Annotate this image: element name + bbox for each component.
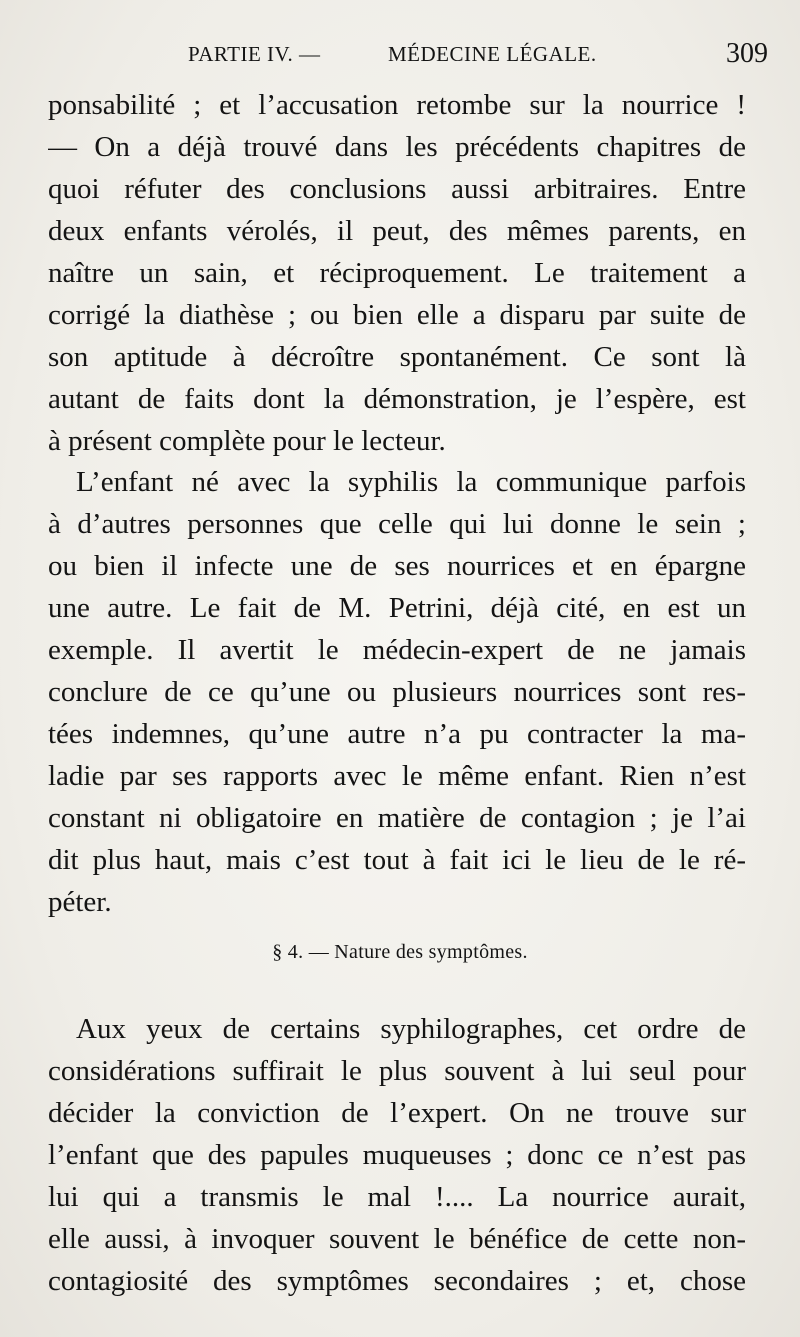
text-line: considérations suffirait le plus souvent à lui seul pour [48,1055,746,1087]
text-line: corrigé la diathèse ; ou bien elle a disparu par suite de [48,299,746,331]
paragraph-3 [48,1008,746,1302]
running-header [188,38,768,74]
text-line: conclure de ce qu’une ou plusieurs nourrices sont res- [48,676,746,708]
text-line: son aptitude à décroître spontanément. Ce sont là [48,341,746,373]
text-line: contagiosité des symptômes secondaires ; et, chose [48,1265,746,1297]
text-line: — On a déjà trouvé dans les précédents chapitres de [48,131,746,163]
text-line: l’enfant que des papules muqueuses ; donc ce n’est pas [48,1139,746,1171]
text-line: exemple. Il avertit le médecin-expert de ne jamais [48,634,746,666]
text-line: décider la conviction de l’expert. On ne trouve sur [48,1097,746,1129]
text-line: ladie par ses rapports avec le même enfant. Rien n’est [48,760,746,792]
text-line: ou bien il infecte une de ses nourrices et en épargne [48,550,746,582]
text-line: à présent complète pour le lecteur. [48,425,446,457]
text-line: péter. [48,886,112,918]
text-line: tées indemnes, qu’une autre n’a pu contracter la ma- [48,718,746,750]
paragraph-2 [48,461,746,923]
text-line: constant ni obligatoire en matière de contagion ; je l’ai [48,802,746,834]
text-line: autant de faits dont la démonstration, je l’espère, est [48,383,746,415]
text-line: elle aussi, à invoquer souvent le bénéfice de cette non- [48,1223,746,1255]
text-line: ponsabilité ; et l’accusation retombe sur la nourrice ! [48,89,746,121]
text-line: deux enfants vérolés, il peut, des mêmes parents, en [48,215,746,247]
header-section: MÉDECINE LÉGALE. [388,42,597,66]
section-heading: § 4. — Nature des symptômes. [272,941,528,963]
text-line: naître un sain, et réciproquement. Le traitement a [48,257,746,289]
page-number: 309 [726,38,768,69]
header-part: PARTIE IV. — [188,42,321,66]
text-line: Aux yeux de certains syphilographes, cet ordre de [76,1013,746,1045]
text-line: à d’autres personnes que celle qui lui donne le sein ; [48,508,746,540]
text-line: dit plus haut, mais c’est tout à fait ici le lieu de le ré- [48,844,746,876]
text-line: quoi réfuter des conclusions aussi arbitraires. Entre [48,173,746,205]
text-line: L’enfant né avec la syphilis la communique parfois [76,466,746,498]
text-line: une autre. Le fait de M. Petrini, déjà cité, en est un [48,592,746,624]
paragraph-1 [48,84,746,462]
text-line: lui qui a transmis le mal !.... La nourrice aurait, [48,1181,746,1213]
